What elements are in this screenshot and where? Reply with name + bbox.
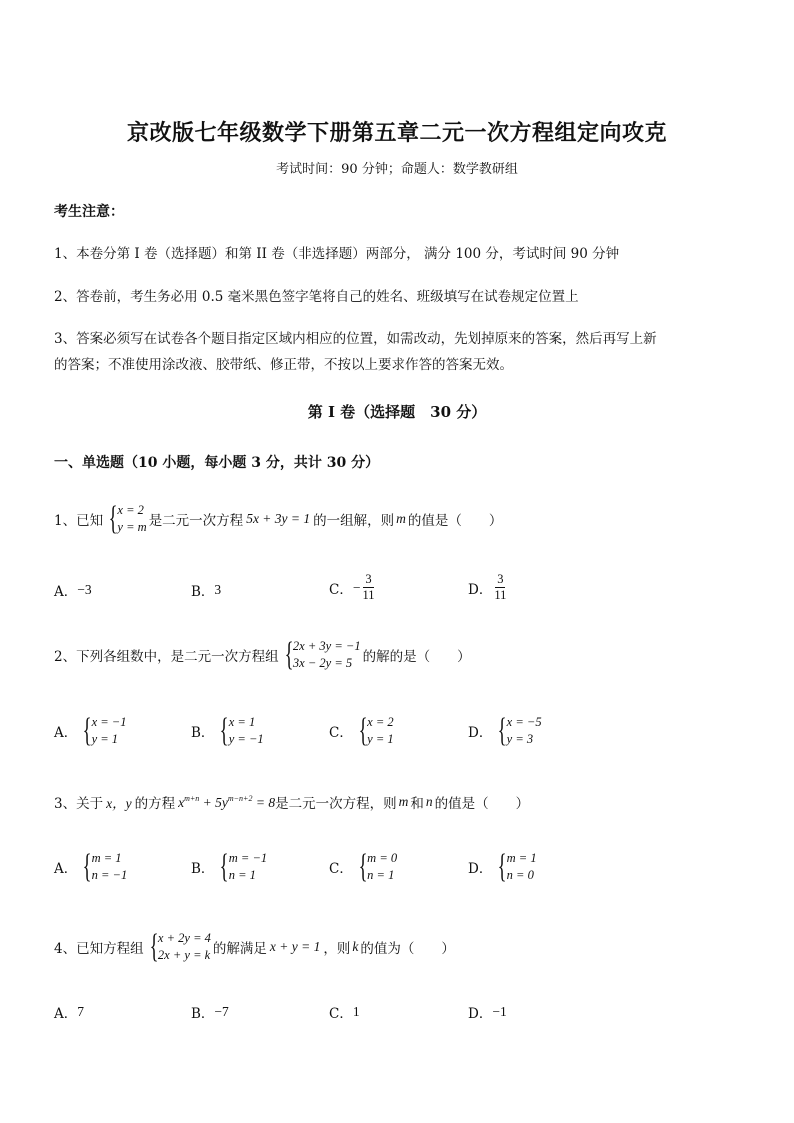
notice-item-1: 1、本卷分第 I 卷（选择题）和第 II 卷（非选择题）两部分， 满分 100 分，考试时间 90 分钟: [54, 246, 620, 262]
exam-info: 考试时间：90 分钟；命题人：数学教研组: [276, 162, 518, 177]
q4-option-a[interactable]: A． 7: [54, 1004, 84, 1022]
q1-option-a[interactable]: A． −3: [54, 582, 92, 600]
q2-system: { 2x + 3y = −1 3x − 2y = 5: [284, 636, 361, 673]
question-3: 3、关于 x，y 的方程 $x^{m+n} + 5y^{m-n+2} = 8$ 是二元一次方程，则 m 和 n 的值是（ ）: [54, 793, 530, 812]
part-heading: 一、单选题（10 小题，每小题 3 分，共计 30 分）: [54, 455, 380, 471]
q4-system: { x + 2y = 4 2x + y = k: [149, 928, 211, 965]
q2-option-a[interactable]: A． { x = −1 y = 1: [54, 712, 127, 749]
q3-equation: $x^{m+n} + 5y^{m-n+2} = 8$: [178, 793, 276, 810]
q1-system: { x = 2 y = m: [108, 500, 147, 537]
section-title: 第 I 卷（选择题 30 分）: [307, 403, 487, 421]
q2-option-b[interactable]: B． { x = 1 y = −1: [191, 712, 264, 749]
q3-option-b[interactable]: B． { m = −1 n = 1: [191, 848, 268, 885]
q3-option-a[interactable]: A． { m = 1 n = −1: [54, 848, 128, 885]
notice-item-3-cont: 的答案；不准使用涂改液、胶带纸、修正带，不按以上要求作答的答案无效。: [54, 357, 513, 373]
q4-option-b[interactable]: B． −7: [191, 1004, 229, 1022]
q2-option-d[interactable]: D． { x = −5 y = 3: [468, 712, 542, 749]
q2-option-c[interactable]: C． { x = 2 y = 1: [329, 712, 394, 749]
question-4: 4、已知方程组 { x + 2y = 4 2x + y = k 的解满足 x + y = 1 ，则 k 的值为（ ）: [54, 928, 455, 965]
notice-item-3: 3、答案必须写在试卷各个题目指定区域内相应的位置，如需改动，先划掉原来的答案，然后再写上新: [54, 331, 657, 347]
q1-option-b[interactable]: B． 3: [191, 582, 222, 600]
question-1: 1、已知 { x = 2 y = m 是二元一次方程 5x + 3y = 1 的一组解，则 m 的值是（ ）: [54, 500, 503, 537]
notice-item-2: 2、答卷前，考生务必用 0.5 毫米黑色签字笔将自己的姓名、班级填写在试卷规定位置上: [54, 289, 579, 305]
q1-option-c[interactable]: C． − $\frac{3}{11}$: [329, 572, 375, 602]
q3-option-c[interactable]: C． { m = 0 n = 1: [329, 848, 398, 885]
page-title: 京改版七年级数学下册第五章二元一次方程组定向攻克: [126, 120, 667, 146]
q4-option-c[interactable]: C． 1: [329, 1004, 360, 1022]
question-2: 2、下列各组数中，是二元一次方程组 { 2x + 3y = −1 3x − 2y = 5 的解的是（ ）: [54, 636, 471, 673]
q3-option-d[interactable]: D． { m = 1 n = 0: [468, 848, 537, 885]
notice-heading: 考生注意：: [54, 204, 124, 220]
q4-option-d[interactable]: D． −1: [468, 1004, 507, 1022]
q1-option-d[interactable]: D． $\frac{3}{11}$: [468, 572, 507, 602]
